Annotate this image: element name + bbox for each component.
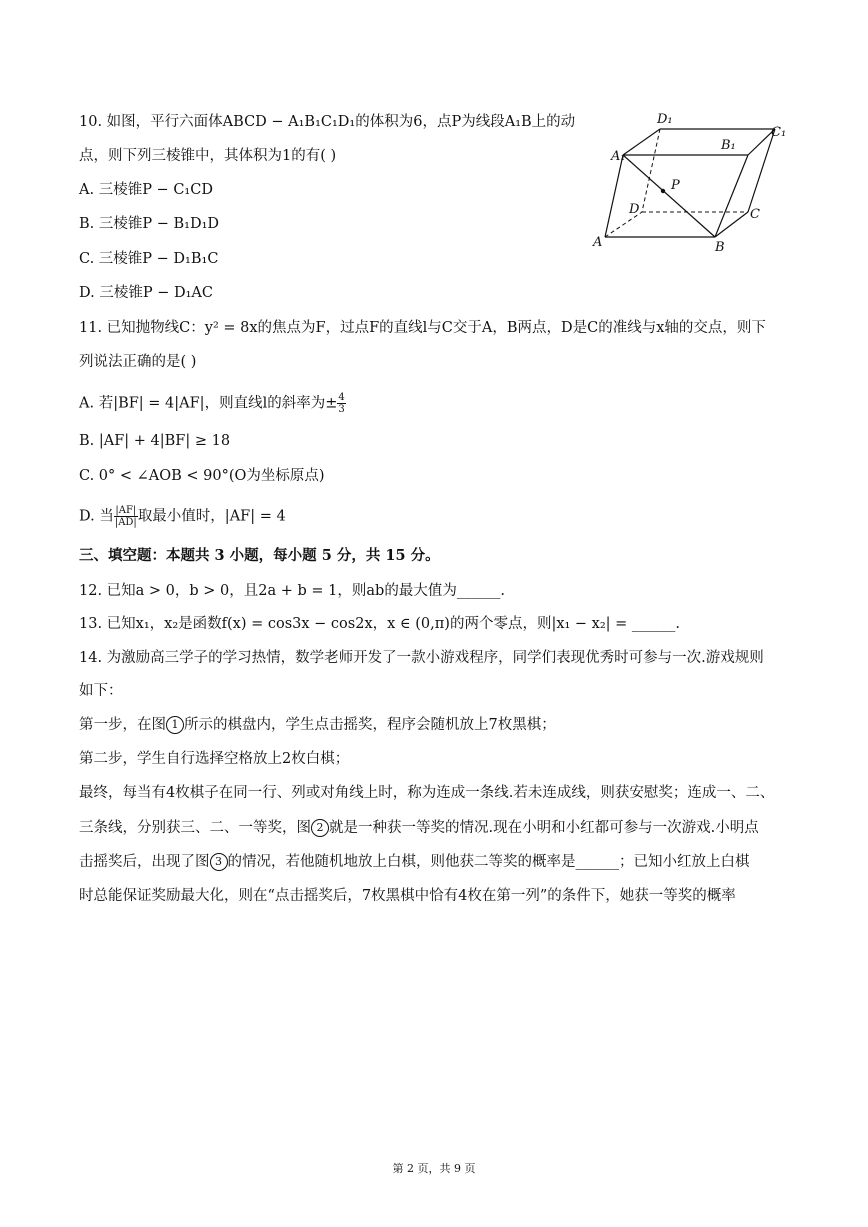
q11-option-d [79,505,286,528]
edge-a1-a [605,155,623,237]
q11-option-c: C. 0° < ∠AOB < 90°(O为坐标原点) [79,468,325,484]
q11-option-a [79,392,346,415]
q12: 12. 已知a > 0，b > 0，且2a + b = 1，则ab的最大值为______. [79,583,505,599]
q10-option-b: B. 三棱锥P − B₁D₁D [79,216,220,232]
parallelepiped-figure [585,105,795,255]
q14-line-3-post: 所示的棋盘内，学生点击摇奖，程序会随机放上7枚黑棋； [184,717,556,733]
label-b1: B₁ [721,138,736,153]
label-c1: C₁ [771,125,787,140]
q14-line-6 [79,818,759,838]
q14-line-6-post: 就是一种获一等奖的情况.现在小明和小红都可参与一次游戏.小明点 [329,820,759,836]
fraction: $\frac{|AF|}{|AD|}$ [114,505,137,528]
label-c: C [750,207,760,222]
q11-option-d-post: 取最小值时，|AF| = 4 [137,508,286,525]
page-footer: 第 2 页，共 9 页 [392,1162,476,1175]
q14-line-6-pre: 三条线，分别获三、二、一等奖，图 [79,820,311,836]
q11-line-2: 列说法正确的是( ) [79,354,197,370]
label-d1: D₁ [657,112,673,127]
q14-line-8: 时总能保证奖励最大化，则在“点击摇奖后，7枚黑棋中恰有4枚在第一列”的条件下，她获一等奖的概率 [79,888,736,904]
q14-line-7 [79,852,750,872]
q14-line-3 [79,715,556,735]
circled-number-2: 2 [311,819,329,837]
circled-number-1: 1 [166,716,184,734]
q10-option-c: C. 三棱锥P − D₁B₁C [79,251,219,267]
q14-line-5: 最终，每当有4枚棋子在同一行、列或对角线上时，称为连成一条线.若未连成线，则获安慰奖；连成一、二、 [79,785,775,801]
label-a: A [593,235,603,250]
q14-line-4: 第二步，学生自行选择空格放上2枚白棋； [79,751,350,767]
q11-option-b: B. |AF| + 4|BF| ≥ 18 [79,433,231,449]
section-heading: 三、填空题：本题共 3 小题，每小题 5 分，共 15 分。 [79,547,440,564]
label-b: B [715,240,725,255]
fraction: $\frac{4}{3}$ [338,392,345,415]
q13: 13. 已知x₁，x₂是函数f(x) = cos3x − cos2x，x ∈ (0,π)的两个零点，则|x₁ − x₂| = ______. [79,616,681,632]
circled-number-3: 3 [210,853,228,871]
q10-option-d: D. 三棱锥P − D₁AC [79,285,213,301]
q14-line-3-pre: 第一步，在图 [79,717,166,733]
q14-line-7-post: 的情况，若他随机地放上白棋，则他获二等奖的概率是______；已知小红放上白棋 [227,854,750,870]
q14-line-7-pre: 击摇奖后，出现了图 [79,854,210,870]
q11-option-d-pre: D. 当 [79,508,114,525]
edge-d1-d [642,129,660,212]
label-p: P [671,178,680,193]
q10-line-1: 10. 如图，平行六面体ABCD − A₁B₁C₁D₁的体积为6，点P为线段A₁B上的动 [79,114,576,130]
q10-line-2: 点，则下列三棱锥中，其体积为1的有( ) [79,148,337,164]
edge-a1-d1 [623,129,660,155]
label-d: D [629,202,640,217]
point-p [661,189,665,193]
q11-line-1: 11. 已知抛物线C：y² = 8x的焦点为F，过点F的直线l与C交于A，B两点，D是C的准线与x轴的交点，则下 [79,320,766,336]
edge-a1-b [623,155,715,237]
q11-option-a-text: A. 若|BF| = 4|AF|，则直线l的斜率为± [79,395,338,412]
label-a1: A₁ [611,149,626,164]
q10-option-a: A. 三棱锥P − C₁CD [79,182,213,198]
q14-line-2: 如下： [79,683,123,699]
q14-line-1: 14. 为激励高三学子的学习热情，数学老师开发了一款小游戏程序，同学们表现优秀时可参与一次.游戏规则 [79,650,764,666]
